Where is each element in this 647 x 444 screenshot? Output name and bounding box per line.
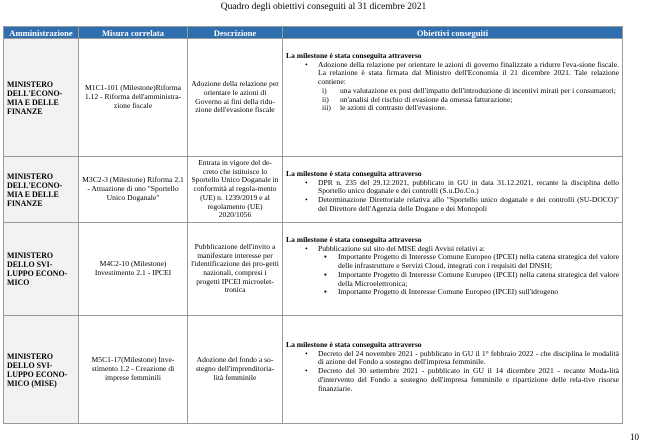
sub-bullet-item: ▪ Importante Progetto di Interesse Comune Europeo (IPCEI) nella catena strategica del valore delle infrastrutture e Servizi Cloud, integrati con i requisiti del DNSH; <box>286 253 619 270</box>
descrizione-cell: Pubblicazione dell'invito a manifestare interesse per l'identificazione dei pro-getti nazionali, compresi i progetti IPCEI microelet-tronica <box>188 223 283 316</box>
table-caption: Quadro degli obiettivi conseguiti al 31 dicembre 2021 <box>220 2 427 12</box>
admin-cell: MINISTERO DELLO SVI-LUPPO ECONO-MICO <box>4 223 79 316</box>
bullet-item: • Adozione della relazione per orientare le azioni di governo finalizzate a ridurre l'eva-sione fiscale. La relazione è stata firmata dal Ministro dell'Economia il 21 dicembre 2021. Tale relazione contiene: <box>286 61 619 87</box>
admin-cell: MINISTERO DELL'ECONO-MIA E DELLE FINANZE <box>4 39 79 157</box>
table-row <box>4 316 623 424</box>
page-number: 10 <box>630 432 639 442</box>
table-row <box>4 223 623 316</box>
bullet-item: • Decreto del 24 novembre 2021 - pubblicato in GU il 1° febbraio 2022 - che disciplina le modalità di azione del Fondo a sostegno dell'impresa femminile. <box>286 350 619 367</box>
misura-cell: M3C2-3 (Milestone) Riforma 2.1 - Attuazione di uno "Sportello Unico Doganale" <box>79 157 188 223</box>
bullet-item: • Decreto del 30 settembre 2021 - pubblicato in GU il 14 dicembre 2021 - recante Moda-lità d'intervento del Fondo a sostegno dell'impresa femminile e ripartizione delle rela-tive risorse finanziarie. <box>286 367 619 393</box>
roman-text: un'analisi del rischio di evasione da omessa fatturazione; <box>340 94 513 104</box>
admin-cell: MINISTERO DELL'ECONO-MIA E DELLE FINANZE <box>4 157 79 223</box>
obiettivi-cell <box>283 39 623 157</box>
bullet-list <box>286 61 619 87</box>
misura-cell: M1C1-101 (Milestone)Riforma 1.12 - Riforma dell'amministra-zione fiscale <box>79 39 188 157</box>
roman-item <box>286 104 619 113</box>
milestone-title: La milestone è stata conseguita attraverso <box>286 340 422 349</box>
obiettivi-cell <box>283 316 623 424</box>
misura-cell: M4C2-10 (Milestone) Investimento 2.1 - IPCEI <box>79 223 188 316</box>
milestone-title: La milestone è stata conseguita attraverso <box>286 169 422 178</box>
misura-cell: M5C1-17(Milestone) Inve-stimento 1.2 - Creazione di imprese femminili <box>79 316 188 424</box>
header-obiettivi: Obiettivi conseguiti <box>283 27 623 39</box>
table-row <box>4 39 623 157</box>
bullet-item: • Determinazione Direttoriale relativa allo "Sportello unico doganale e dei controlli (SU-DOCO)" del Direttore dell'Agenzia delle Dogane e dei Monopoli <box>286 196 619 213</box>
milestone-title: La milestone è stata conseguita attraverso <box>286 235 422 244</box>
header-descrizione: Descrizione <box>188 27 283 39</box>
objectives-table <box>3 26 623 424</box>
roman-text: una valutazione ex post dell'impatto dell'introduzione di incentivi mirati per i consumatori; <box>340 85 616 95</box>
bullet-item: • Pubblicazione sul sito del MISE degli Avvisi relativi a: <box>286 245 619 254</box>
roman-list <box>286 87 619 113</box>
obiettivi-cell <box>283 223 623 316</box>
sub-bullet-item: ▪ Importante Progetto di Interesse Comune Europeo (IPCEI) nella catena strategica del valore della Microelettronica; <box>286 271 619 288</box>
header-misura: Misura correlata <box>79 27 188 39</box>
admin-cell: MINISTERO DELLO SVI-LUPPO ECONO-MICO (MISE) <box>4 316 79 424</box>
descrizione-cell: Entrata in vigore del de-creto che istituisce lo Sportello Unico Doganale in conformità al regola-mento (UE) n. 1239/2019 e al regolamento (UE) 2020/1056 <box>188 157 283 223</box>
obiettivi-cell <box>283 157 623 223</box>
header-amministrazione: Amministrazione <box>4 27 79 39</box>
sub-bullet-item: ▪ Importante Progetto di Interesse Comune Europeo (IPCEI) sull'idrogeno <box>286 288 619 297</box>
roman-numeral: iii) <box>322 103 331 113</box>
descrizione-cell: Adozione della relazione per orientare le azioni di Governo ai fini della ridu-zione dell'evasione fiscale <box>188 39 283 157</box>
milestone-title: La milestone è stata conseguita attraverso <box>286 51 422 60</box>
sub-bullet-list <box>286 253 619 297</box>
table-row <box>4 157 623 223</box>
roman-item <box>286 96 619 105</box>
bullet-item: • DPR n. 235 del 29.12.2021, pubblicato in GU in data 31.12.2021, recante la disciplina dello Sportello unico doganale e dei controlli (S.u.Do.Co.) <box>286 179 619 196</box>
roman-numeral: i) <box>322 85 327 95</box>
roman-text: le azioni di contrasto dell'evasione. <box>340 103 447 113</box>
table-header-row <box>4 27 623 39</box>
bullet-list <box>286 179 619 214</box>
bullet-list <box>286 350 619 394</box>
roman-numeral: ii) <box>322 94 329 104</box>
descrizione-cell: Adozione del fondo a so-stegno dell'imprenditoria-lità femminile <box>188 316 283 424</box>
